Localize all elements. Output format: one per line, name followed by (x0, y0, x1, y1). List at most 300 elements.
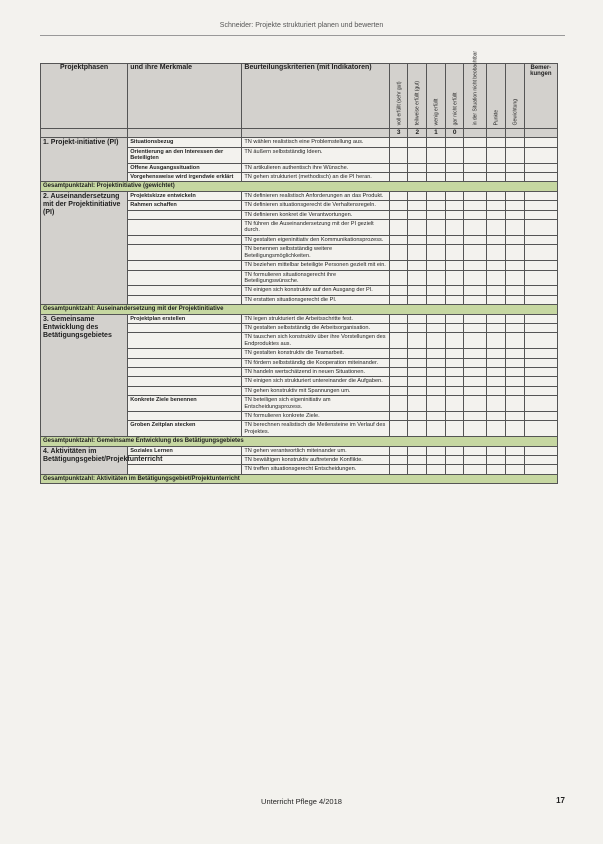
merkmal-cell (128, 465, 242, 474)
rating-cell[interactable] (505, 323, 524, 332)
rating-cell[interactable] (464, 138, 487, 147)
rating-cell[interactable] (524, 358, 557, 367)
merkmal-cell: Projektskizze entwickeln (128, 191, 242, 200)
rating-cell[interactable] (464, 446, 487, 455)
rating-cell[interactable] (389, 147, 408, 163)
rating-cell[interactable] (445, 358, 464, 367)
rating-cell[interactable] (427, 270, 446, 286)
rating-cell[interactable] (427, 163, 446, 172)
merkmal-cell (128, 349, 242, 358)
rating-cell[interactable] (408, 173, 427, 182)
rating-cell[interactable] (389, 421, 408, 437)
rating-cell[interactable] (445, 235, 464, 244)
rating-cell[interactable] (487, 412, 506, 421)
rating-cell[interactable] (464, 349, 487, 358)
phase-cell: 3. Gemeinsame Entwicklung des Betätigungsgebietes (41, 314, 128, 437)
rating-cell[interactable] (524, 465, 557, 474)
rating-cell[interactable] (505, 446, 524, 455)
rating-cell[interactable] (524, 323, 557, 332)
rating-cell[interactable] (427, 377, 446, 386)
rating-cell[interactable] (445, 220, 464, 236)
merkmal-cell (128, 377, 242, 386)
merkmal-cell (128, 323, 242, 332)
rating-cell[interactable] (427, 456, 446, 465)
rating-header-5: Punkte (487, 64, 506, 129)
rating-cell[interactable] (408, 210, 427, 219)
rating-cell[interactable] (487, 421, 506, 437)
rating-cell[interactable] (408, 201, 427, 210)
rating-cell[interactable] (505, 147, 524, 163)
rating-cell[interactable] (408, 396, 427, 412)
rating-cell[interactable] (389, 446, 408, 455)
rating-cell[interactable] (427, 421, 446, 437)
rating-cell[interactable] (427, 286, 446, 295)
rating-cell[interactable] (408, 220, 427, 236)
rating-cell[interactable] (487, 138, 506, 147)
rating-cell[interactable] (524, 235, 557, 244)
rating-cell[interactable] (408, 261, 427, 270)
rating-cell[interactable] (389, 295, 408, 304)
rating-cell[interactable] (487, 396, 506, 412)
rating-cell[interactable] (505, 286, 524, 295)
rating-cell[interactable] (445, 191, 464, 200)
rating-cell[interactable] (464, 210, 487, 219)
page-header: Schneider: Projekte strukturiert planen und bewerten (219, 22, 384, 29)
rating-header-6: Gewichtung (505, 64, 524, 129)
rating-cell[interactable] (445, 396, 464, 412)
rating-cell[interactable] (487, 220, 506, 236)
rating-cell[interactable] (408, 412, 427, 421)
rating-cell[interactable] (389, 314, 408, 323)
rating-cell[interactable] (505, 386, 524, 395)
rating-cell[interactable] (427, 412, 446, 421)
merkmal-cell: Rahmen schaffen (128, 201, 242, 210)
rating-cell[interactable] (427, 367, 446, 376)
table-row (41, 138, 558, 147)
merkmal-cell (128, 333, 242, 349)
rating-cell[interactable] (445, 446, 464, 455)
rating-cell[interactable] (389, 201, 408, 210)
rating-cell[interactable] (445, 147, 464, 163)
kriterium-cell: TN definieren situationsgerecht die Verhaltensregeln. (242, 201, 389, 210)
rating-cell[interactable] (408, 333, 427, 349)
rating-cell[interactable] (505, 270, 524, 286)
rating-cell[interactable] (464, 465, 487, 474)
rating-cell[interactable] (445, 270, 464, 286)
rating-cell[interactable] (389, 261, 408, 270)
merkmal-cell: Vorgehensweise wird irgendwie erklärt (128, 173, 242, 182)
rating-cell[interactable] (427, 446, 446, 455)
table-row (41, 314, 558, 323)
rating-cell[interactable] (487, 147, 506, 163)
sum-row (41, 437, 558, 446)
rating-cell[interactable] (408, 386, 427, 395)
rating-cell[interactable] (427, 173, 446, 182)
rating-cell[interactable] (487, 245, 506, 261)
rating-cell[interactable] (524, 333, 557, 349)
rating-cell[interactable] (389, 270, 408, 286)
kriterium-cell: TN tauschen sich konstruktiv über ihre Vorstellungen des Endproduktes aus. (242, 333, 389, 349)
rating-cell[interactable] (445, 333, 464, 349)
rating-cell[interactable] (487, 191, 506, 200)
merkmal-cell (128, 270, 242, 286)
merkmal-cell: Soziales Lernen (128, 446, 242, 455)
rating-cell[interactable] (389, 456, 408, 465)
rating-cell[interactable] (445, 377, 464, 386)
kriterium-cell: TN erstatten situationsgerecht die PI. (242, 295, 389, 304)
kriterium-cell: TN artikulieren authentisch ihre Wünsche. (242, 163, 389, 172)
rating-cell[interactable] (389, 396, 408, 412)
rating-cell[interactable] (464, 147, 487, 163)
rating-cell[interactable] (445, 295, 464, 304)
phase-cell: 4. Aktivitäten im Betätigungsgebiet/Projektunterricht (41, 446, 128, 474)
rating-cell[interactable] (389, 349, 408, 358)
rating-cell[interactable] (505, 358, 524, 367)
rating-cell[interactable] (464, 367, 487, 376)
rating-cell[interactable] (524, 349, 557, 358)
page-number: 17 (556, 796, 565, 805)
rating-cell[interactable] (464, 333, 487, 349)
merkmal-cell (128, 286, 242, 295)
rating-cell[interactable] (464, 377, 487, 386)
rating-cell[interactable] (464, 456, 487, 465)
rating-cell[interactable] (427, 358, 446, 367)
rating-cell[interactable] (427, 323, 446, 332)
kriterium-cell: TN berechnen realistisch die Meilensteine im Verlauf des Projektes. (242, 421, 389, 437)
rating-cell[interactable] (524, 295, 557, 304)
rating-cell[interactable] (524, 138, 557, 147)
rating-cell[interactable] (389, 358, 408, 367)
rating-cell[interactable] (487, 386, 506, 395)
rating-cell[interactable] (505, 163, 524, 172)
sum-label: Gesamtpunktzahl: Aktivitäten im Betätigungsgebiet/Projektunterricht (41, 474, 558, 483)
rating-cell[interactable] (505, 191, 524, 200)
rating-cell[interactable] (487, 333, 506, 349)
rating-cell[interactable] (427, 220, 446, 236)
rating-cell[interactable] (505, 173, 524, 182)
rating-cell[interactable] (445, 323, 464, 332)
kriterium-cell: TN treffen situationsgerecht Entscheidungen. (242, 465, 389, 474)
rating-cell[interactable] (408, 358, 427, 367)
kriterium-cell: TN bewältigen konstruktiv auftretende Konflikte. (242, 456, 389, 465)
rating-cell[interactable] (408, 163, 427, 172)
rating-cell[interactable] (427, 138, 446, 147)
rating-cell[interactable] (524, 220, 557, 236)
rating-cell[interactable] (524, 210, 557, 219)
rating-cell[interactable] (505, 220, 524, 236)
table-row (41, 446, 558, 455)
merkmal-cell (128, 295, 242, 304)
rating-cell[interactable] (487, 235, 506, 244)
rating-cell[interactable] (524, 261, 557, 270)
table-body (41, 138, 558, 484)
rating-cell[interactable] (389, 412, 408, 421)
kriterium-cell: TN formulieren situationsgerecht ihre Beteiligungswünsche. (242, 270, 389, 286)
rating-cell[interactable] (389, 210, 408, 219)
rating-cell[interactable] (487, 173, 506, 182)
rating-cell[interactable] (408, 235, 427, 244)
rating-cell[interactable] (427, 261, 446, 270)
kriterium-cell: TN führen die Auseinandersetzung mit der PI gezielt durch. (242, 220, 389, 236)
merkmal-cell (128, 235, 242, 244)
rating-cell[interactable] (445, 286, 464, 295)
kriterium-cell: TN benennen selbstständig weitere Beteiligungsmöglichkeiten. (242, 245, 389, 261)
merkmal-cell (128, 412, 242, 421)
rating-cell[interactable] (505, 201, 524, 210)
rating-cell[interactable] (445, 465, 464, 474)
rating-cell[interactable] (464, 295, 487, 304)
merkmal-cell: Orientierung an den Interessen der Beteiligten (128, 147, 242, 163)
rating-cell[interactable] (524, 173, 557, 182)
rating-cell[interactable] (464, 314, 487, 323)
sum-row (41, 305, 558, 314)
score-0: 0 (445, 129, 464, 138)
rating-cell[interactable] (464, 286, 487, 295)
rating-cell[interactable] (445, 386, 464, 395)
rating-cell[interactable] (408, 367, 427, 376)
rating-cell[interactable] (389, 138, 408, 147)
merkmal-cell: Projektplan erstellen (128, 314, 242, 323)
rating-cell[interactable] (389, 220, 408, 236)
rating-cell[interactable] (445, 412, 464, 421)
kriterium-cell: TN beziehen mittelbar beteiligte Personen gezielt mit ein. (242, 261, 389, 270)
rating-cell[interactable] (464, 396, 487, 412)
rating-cell[interactable] (487, 377, 506, 386)
rating-cell[interactable] (389, 163, 408, 172)
rating-cell[interactable] (505, 456, 524, 465)
kriterium-cell: TN äußern selbstständig Ideen. (242, 147, 389, 163)
score-row (41, 129, 558, 138)
rating-cell[interactable] (505, 396, 524, 412)
kriterium-cell: TN gehen verantwortlich miteinander um. (242, 446, 389, 455)
rating-cell[interactable] (524, 270, 557, 286)
rating-cell[interactable] (445, 314, 464, 323)
rating-cell[interactable] (464, 386, 487, 395)
merkmal-cell (128, 210, 242, 219)
rating-cell[interactable] (408, 295, 427, 304)
header-rule (40, 35, 565, 36)
kriterium-cell: TN gehen konstruktiv mit Spannungen um. (242, 386, 389, 395)
phase-cell: 2. Auseinandersetzung mit der Projektinitiative (PI) (41, 191, 128, 304)
merkmal-cell (128, 245, 242, 261)
rating-cell[interactable] (389, 377, 408, 386)
rating-cell[interactable] (427, 201, 446, 210)
rating-cell[interactable] (487, 358, 506, 367)
rating-cell[interactable] (464, 270, 487, 286)
rating-cell[interactable] (524, 386, 557, 395)
rating-cell[interactable] (427, 191, 446, 200)
rating-cell[interactable] (427, 314, 446, 323)
rating-cell[interactable] (445, 245, 464, 261)
rating-cell[interactable] (464, 245, 487, 261)
kriterium-cell: TN fördern selbstständig die Kooperation miteinander. (242, 358, 389, 367)
rating-cell[interactable] (427, 210, 446, 219)
rating-cell[interactable] (389, 245, 408, 261)
rating-cell[interactable] (445, 163, 464, 172)
rating-cell[interactable] (505, 210, 524, 219)
kriterium-cell: TN wählen realistisch eine Problemstellung aus. (242, 138, 389, 147)
rating-cell[interactable] (389, 286, 408, 295)
rating-cell[interactable] (505, 138, 524, 147)
rating-header-1: teilweise erfüllt (gut) (408, 64, 427, 129)
rating-cell[interactable] (445, 173, 464, 182)
rating-cell[interactable] (408, 421, 427, 437)
rating-header-4: in der Situation nicht beobachtbar (464, 64, 487, 129)
rating-cell[interactable] (524, 245, 557, 261)
kriterium-cell: TN definieren realistisch Anforderungen an das Produkt. (242, 191, 389, 200)
rating-cell[interactable] (427, 333, 446, 349)
rating-cell[interactable] (487, 367, 506, 376)
rating-cell[interactable] (408, 245, 427, 261)
rating-cell[interactable] (445, 210, 464, 219)
rating-cell[interactable] (487, 201, 506, 210)
rating-cell[interactable] (427, 465, 446, 474)
rating-cell[interactable] (427, 295, 446, 304)
rating-cell[interactable] (487, 465, 506, 474)
rating-cell[interactable] (524, 412, 557, 421)
rating-cell[interactable] (464, 201, 487, 210)
rating-cell[interactable] (505, 412, 524, 421)
rating-cell[interactable] (445, 456, 464, 465)
rating-cell[interactable] (389, 191, 408, 200)
kriterium-cell: TN gehen strukturiert (methodisch) an die PI heran. (242, 173, 389, 182)
rating-cell[interactable] (389, 367, 408, 376)
rating-cell[interactable] (524, 163, 557, 172)
kriterium-cell: TN gestalten eigeninitiativ den Kommunikationsprozess. (242, 235, 389, 244)
rating-cell[interactable] (408, 286, 427, 295)
sum-row (41, 474, 558, 483)
rating-cell[interactable] (445, 367, 464, 376)
rating-cell[interactable] (524, 286, 557, 295)
rating-cell[interactable] (524, 456, 557, 465)
rating-cell[interactable] (389, 465, 408, 474)
rating-cell[interactable] (408, 138, 427, 147)
rating-cell[interactable] (427, 147, 446, 163)
rating-cell[interactable] (427, 349, 446, 358)
rating-cell[interactable] (524, 191, 557, 200)
rating-cell[interactable] (408, 377, 427, 386)
rating-cell[interactable] (487, 323, 506, 332)
rating-cell[interactable] (505, 261, 524, 270)
kriterium-cell: TN gestalten selbstständig die Arbeitsorganisation. (242, 323, 389, 332)
rating-cell[interactable] (389, 333, 408, 349)
merkmal-cell: Situationsbezug (128, 138, 242, 147)
rating-cell[interactable] (464, 358, 487, 367)
rating-cell[interactable] (408, 446, 427, 455)
rating-cell[interactable] (487, 446, 506, 455)
rating-cell[interactable] (524, 446, 557, 455)
rating-cell[interactable] (487, 163, 506, 172)
merkmal-cell (128, 220, 242, 236)
rating-cell[interactable] (445, 201, 464, 210)
phase-cell: 1. Projekt-initiative (PI) (41, 138, 128, 182)
rating-cell[interactable] (524, 421, 557, 437)
rating-cell[interactable] (524, 367, 557, 376)
rating-cell[interactable] (505, 235, 524, 244)
rating-cell[interactable] (427, 386, 446, 395)
rating-cell[interactable] (487, 270, 506, 286)
rating-cell[interactable] (487, 261, 506, 270)
rating-cell[interactable] (389, 173, 408, 182)
rating-cell[interactable] (464, 323, 487, 332)
rating-cell[interactable] (505, 465, 524, 474)
rating-cell[interactable] (505, 377, 524, 386)
rating-cell[interactable] (408, 314, 427, 323)
rating-cell[interactable] (524, 201, 557, 210)
rating-cell[interactable] (464, 421, 487, 437)
rating-cell[interactable] (445, 349, 464, 358)
rating-cell[interactable] (445, 138, 464, 147)
kriterium-cell: TN einigen sich strukturiert untereinander die Aufgaben. (242, 377, 389, 386)
merkmal-cell (128, 386, 242, 395)
rating-cell[interactable] (524, 147, 557, 163)
rating-cell[interactable] (408, 465, 427, 474)
rating-cell[interactable] (487, 295, 506, 304)
rating-cell[interactable] (464, 412, 487, 421)
merkmal-cell (128, 367, 242, 376)
kriterium-cell: TN handeln wertschätzend in neuen Situationen. (242, 367, 389, 376)
rating-cell[interactable] (505, 245, 524, 261)
kriterium-cell: TN legen strukturiert die Arbeitsschritte fest. (242, 314, 389, 323)
rating-cell[interactable] (487, 349, 506, 358)
rating-cell[interactable] (464, 163, 487, 172)
merkmal-cell: Offene Ausgangssituation (128, 163, 242, 172)
rating-cell[interactable] (408, 323, 427, 332)
rating-cell[interactable] (524, 396, 557, 412)
rating-cell[interactable] (445, 261, 464, 270)
rating-cell[interactable] (487, 456, 506, 465)
kriterium-cell: TN definieren konkret die Verantwortungen. (242, 210, 389, 219)
sum-label: Gesamtpunktzahl: Projektinitiative (gewichtet) (41, 182, 558, 191)
rating-cell[interactable] (505, 333, 524, 349)
rating-cell[interactable] (389, 323, 408, 332)
rating-cell[interactable] (408, 191, 427, 200)
rating-cell[interactable] (389, 386, 408, 395)
rating-cell[interactable] (427, 245, 446, 261)
rating-cell[interactable] (464, 261, 487, 270)
sum-label: Gesamtpunktzahl: Auseinandersetzung mit der Projektinitiative (41, 305, 558, 314)
rating-cell[interactable] (408, 147, 427, 163)
rating-cell[interactable] (464, 220, 487, 236)
rating-cell[interactable] (464, 235, 487, 244)
rating-cell[interactable] (408, 270, 427, 286)
rating-cell[interactable] (427, 396, 446, 412)
rating-cell[interactable] (445, 421, 464, 437)
rating-cell[interactable] (505, 295, 524, 304)
rating-cell[interactable] (389, 235, 408, 244)
rating-cell[interactable] (408, 456, 427, 465)
rating-cell[interactable] (408, 349, 427, 358)
rating-cell[interactable] (487, 314, 506, 323)
kriterium-cell: TN formulieren konkrete Ziele. (242, 412, 389, 421)
rating-cell[interactable] (524, 377, 557, 386)
table-row (41, 191, 558, 200)
page-footer: Unterricht Pflege 4/2018 (261, 797, 342, 806)
rating-cell[interactable] (505, 314, 524, 323)
rating-cell[interactable] (505, 421, 524, 437)
rating-cell[interactable] (505, 349, 524, 358)
rating-cell[interactable] (487, 210, 506, 219)
rating-cell[interactable] (464, 173, 487, 182)
col-kriterien-header: Beurteilungskriterien (mit Indikatoren) (242, 64, 389, 129)
rating-cell[interactable] (427, 235, 446, 244)
rating-cell[interactable] (505, 367, 524, 376)
rating-cell[interactable] (464, 191, 487, 200)
rating-cell[interactable] (487, 286, 506, 295)
rating-cell[interactable] (524, 314, 557, 323)
sum-label: Gesamtpunktzahl: Gemeinsame Entwicklung des Betätigungsgebietes (41, 437, 558, 446)
col-phase-header: Projektphasen (41, 64, 128, 129)
